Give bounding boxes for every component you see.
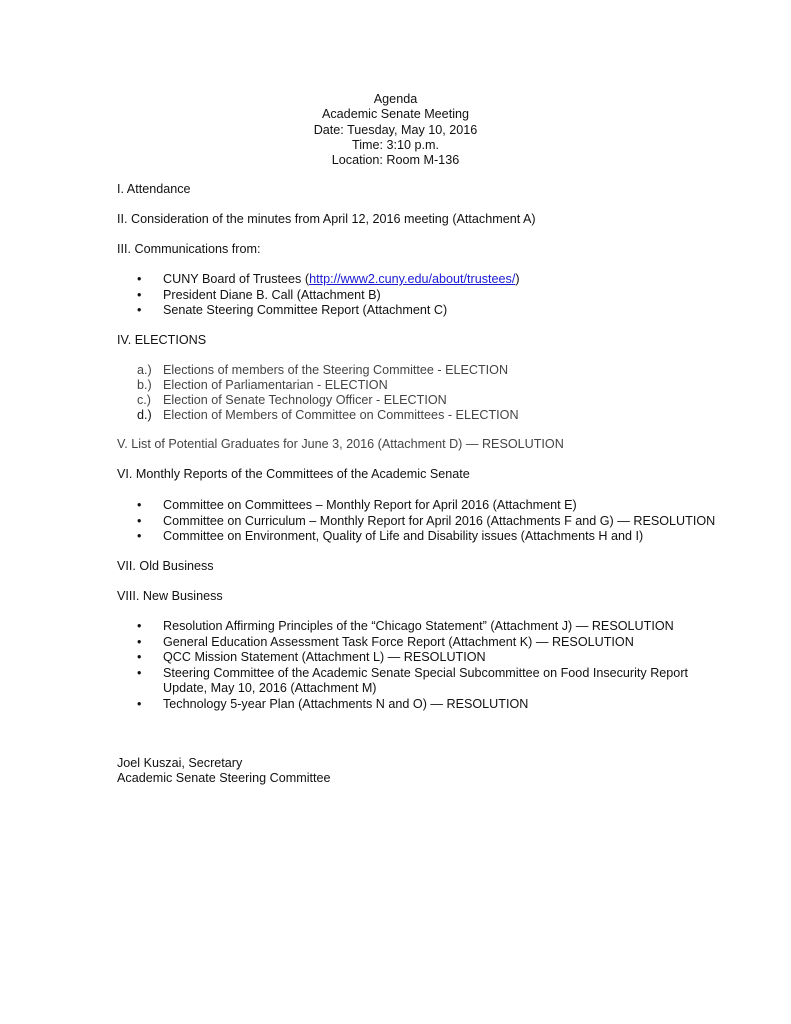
meeting-date: Date: Tuesday, May 10, 2016 [313, 122, 478, 137]
list-item-text: Election of Parliamentarian - ELECTION [163, 378, 388, 392]
list-item-text: Steering Committee of the Academic Senate Special Subcommittee on Food Insecurity Report Update, May 10, 2016 (Attachment M) [163, 666, 689, 696]
list-item-text: Committee on Committees – Monthly Report for April 2016 (Attachment E) [163, 498, 577, 512]
list-item-text: QCC Mission Statement (Attachment L) — RESOLUTION [163, 650, 486, 664]
list-item-text: General Education Assessment Task Force Report (Attachment K) — RESOLUTION [163, 635, 634, 649]
list-item [137, 666, 697, 697]
list-item [137, 408, 519, 423]
list-marker: a.) [137, 363, 152, 377]
bullet-icon: • [137, 619, 142, 633]
section-old-business: VII. Old Business [117, 559, 214, 573]
list-item-text: Senate Steering Committee Report (Attachment C) [163, 303, 448, 317]
list-item-text: President Diane B. Call (Attachment B) [163, 288, 381, 302]
section-elections: IV. ELECTIONS [117, 333, 207, 347]
list-item-text: Elections of members of the Steering Committee - ELECTION [163, 363, 509, 377]
list-marker: d.) [137, 408, 152, 422]
bullet-icon: • [137, 635, 142, 649]
section-new-business: VIII. New Business [117, 589, 223, 603]
meeting-location: Location: Room M-136 [331, 153, 460, 168]
trustees-link[interactable]: http://www2.cuny.edu/about/trustees/ [309, 272, 516, 286]
list-item [137, 363, 508, 378]
list-item [137, 393, 447, 408]
list-item [137, 272, 520, 287]
meeting-time: Time: 3:10 p.m. [351, 137, 440, 152]
list-item-text: CUNY Board of Trustees ( [163, 272, 310, 286]
list-item [137, 697, 528, 712]
list-item-text: Resolution Affirming Principles of the “Chicago Statement” (Attachment J) — RESOLUTION [163, 619, 674, 633]
list-item [137, 303, 447, 318]
list-item [137, 514, 715, 529]
bullet-icon: • [137, 288, 142, 302]
meeting-name: Academic Senate Meeting [321, 107, 469, 122]
bullet-icon: • [137, 303, 142, 317]
bullet-icon: • [137, 272, 142, 286]
bullet-icon: • [137, 650, 142, 664]
section-communications: III. Communications from: [117, 242, 261, 256]
list-item [137, 635, 634, 650]
signature-org: Academic Senate Steering Committee [117, 771, 331, 785]
list-marker: b.) [137, 378, 152, 392]
list-marker: c.) [137, 393, 151, 407]
bullet-icon: • [137, 529, 142, 543]
section-attendance: I. Attendance [117, 182, 191, 196]
list-item [137, 650, 486, 665]
list-item [137, 378, 388, 393]
list-item-text: Committee on Environment, Quality of Life and Disability issues (Attachments H and I) [163, 529, 644, 543]
list-item [137, 529, 643, 544]
list-item [137, 498, 577, 513]
list-item-text: Election of Senate Technology Officer - ELECTION [163, 393, 447, 407]
list-item-text: Committee on Curriculum – Monthly Report for April 2016 (Attachments F and G) — RESOLUTION [163, 514, 716, 528]
list-item-text: Election of Members of Committee on Committees - ELECTION [163, 408, 519, 422]
list-item [137, 288, 381, 303]
agenda-title: Agenda [373, 92, 418, 106]
signature-name: Joel Kuszai, Secretary [117, 756, 243, 770]
list-item-text: Technology 5-year Plan (Attachments N and O) — RESOLUTION [163, 697, 529, 711]
section-graduates: V. List of Potential Graduates for June 3, 2016 (Attachment D) — RESOLUTION [117, 437, 564, 451]
agenda-header [0, 92, 791, 168]
bullet-icon: • [137, 514, 142, 528]
list-item-text: ) [515, 272, 520, 286]
bullet-icon: • [137, 666, 142, 680]
list-item [137, 619, 674, 634]
bullet-icon: • [137, 498, 142, 512]
section-monthly-reports: VI. Monthly Reports of the Committees of the Academic Senate [117, 467, 470, 481]
bullet-icon: • [137, 697, 142, 711]
section-minutes: II. Consideration of the minutes from April 12, 2016 meeting (Attachment A) [117, 212, 536, 226]
